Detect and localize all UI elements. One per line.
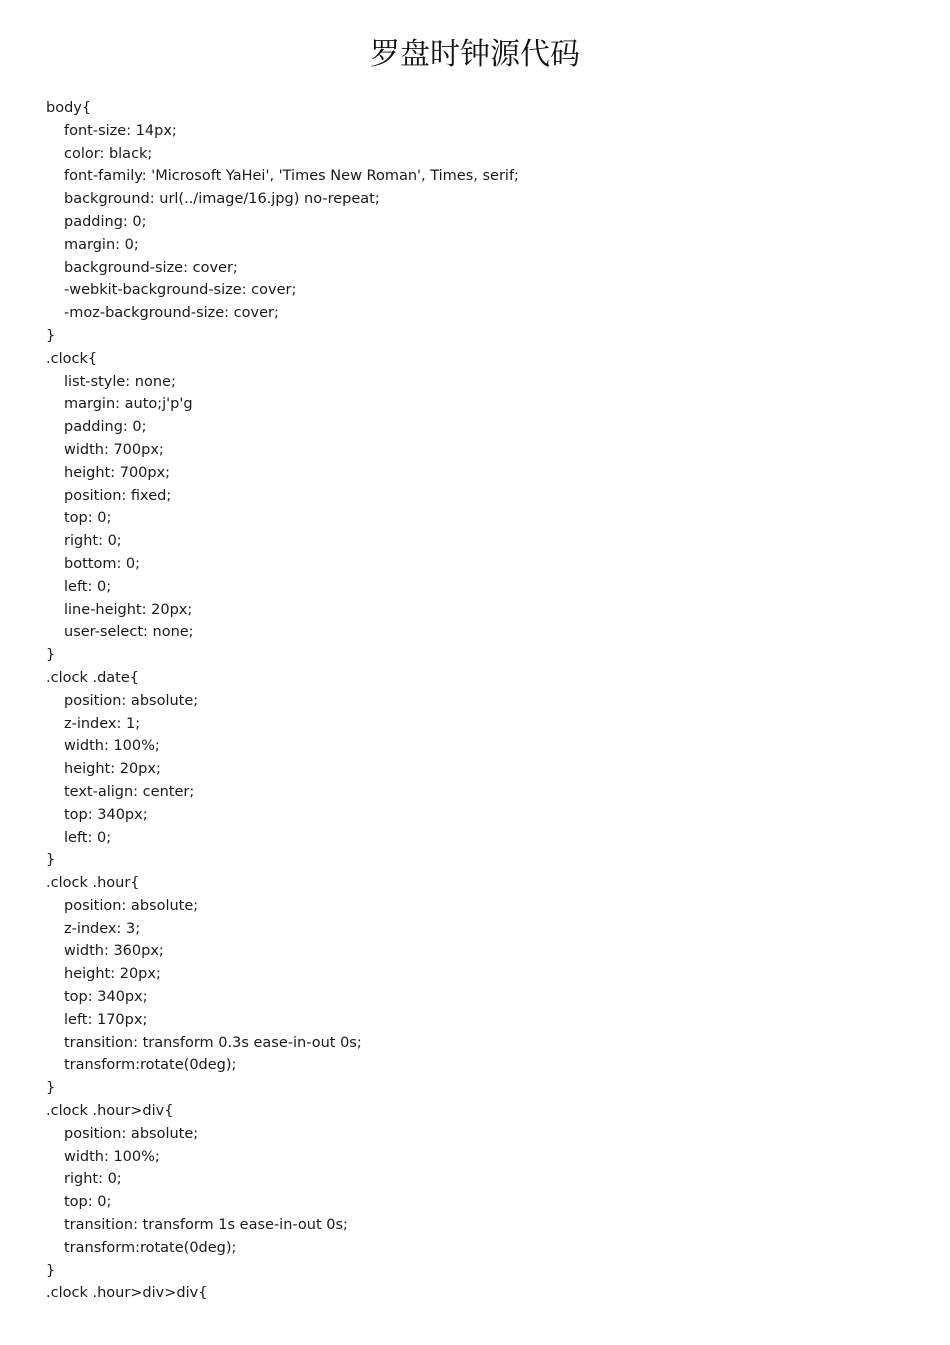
code-line: top: 0; — [64, 510, 112, 527]
code-line: width: 100%; — [64, 1148, 160, 1165]
code-line: } — [46, 647, 56, 664]
code-line: line-height: 20px; — [64, 601, 193, 618]
code-line: -moz-background-size: cover; — [64, 305, 279, 322]
code-line: } — [46, 1080, 56, 1097]
code-line: text-align: center; — [64, 783, 195, 800]
code-line: color: black; — [64, 145, 153, 162]
code-line: position: fixed; — [64, 487, 172, 504]
code-line: right: 0; — [64, 533, 122, 550]
code-line: margin: 0; — [64, 236, 139, 253]
code-line: top: 340px; — [64, 989, 148, 1006]
code-line: padding: 0; — [64, 419, 147, 436]
code-line: height: 20px; — [64, 761, 161, 778]
code-line: height: 700px; — [64, 464, 171, 481]
code-line: z-index: 3; — [64, 920, 141, 937]
code-line: transition: transform 1s ease-in-out 0s; — [64, 1217, 348, 1234]
code-line: position: absolute; — [64, 1125, 199, 1142]
code-line: bottom: 0; — [64, 555, 141, 572]
code-line: user-select: none; — [64, 624, 194, 641]
code-line: font-size: 14px; — [64, 122, 177, 139]
code-line: height: 20px; — [64, 966, 161, 983]
code-line: right: 0; — [64, 1171, 122, 1188]
code-line: width: 360px; — [64, 943, 164, 960]
code-line: transform:rotate(0deg); — [64, 1239, 237, 1256]
code-listing — [46, 97, 926, 1305]
code-line: padding: 0; — [64, 213, 147, 230]
code-line: left: 170px; — [64, 1011, 148, 1028]
code-line: font-family: 'Microsoft YaHei', 'Times New Roman', Times, serif; — [64, 168, 519, 185]
code-line: left: 0; — [64, 578, 112, 595]
code-line: top: 0; — [64, 1194, 112, 1211]
code-line: transform:rotate(0deg); — [64, 1057, 237, 1074]
code-line: -webkit-background-size: cover; — [64, 282, 297, 299]
code-line: position: absolute; — [64, 692, 199, 709]
code-line: width: 700px; — [64, 441, 164, 458]
code-line: left: 0; — [64, 829, 112, 846]
code-line: .clock .hour>div>div{ — [46, 1285, 208, 1302]
code-line: width: 100%; — [64, 738, 160, 755]
code-line: .clock .hour>div{ — [46, 1103, 174, 1120]
code-line: .clock .date{ — [46, 669, 139, 686]
code-line: } — [46, 1262, 56, 1279]
code-line: } — [46, 852, 56, 869]
code-line: list-style: none; — [64, 373, 176, 390]
code-line: top: 340px; — [64, 806, 148, 823]
code-line: body{ — [46, 100, 92, 116]
code-line: background: url(../image/16.jpg) no-repeat; — [64, 191, 380, 208]
code-line: position: absolute; — [64, 897, 199, 914]
code-line: background-size: cover; — [64, 259, 238, 276]
code-line: z-index: 1; — [64, 715, 141, 732]
code-line: margin: auto;j'p'g — [64, 396, 193, 413]
code-line: .clock .hour{ — [46, 875, 140, 892]
code-line: } — [46, 327, 56, 344]
code-line: .clock{ — [46, 350, 98, 367]
document-title: 罗盘时钟源代码 — [370, 37, 580, 72]
code-line: transition: transform 0.3s ease-in-out 0s; — [64, 1034, 362, 1051]
